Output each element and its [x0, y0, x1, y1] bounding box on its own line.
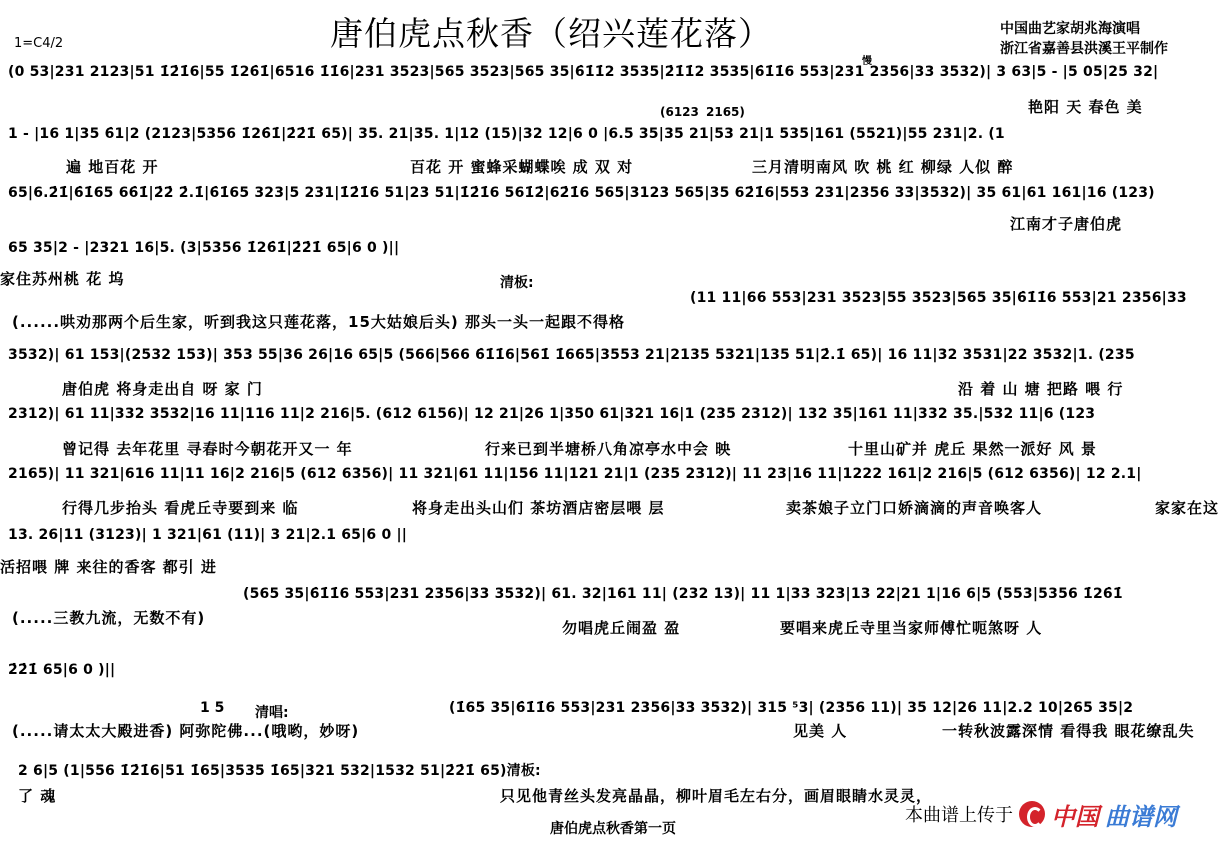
- lyric-line: 一转秋波露深情 看得我 眼花缭乱失: [942, 722, 1195, 740]
- lyric-line: 了 魂: [18, 787, 57, 805]
- lyric-line: 家住苏州桃 花 坞: [0, 270, 125, 288]
- page-footer: 唐伯虎点秋香第一页: [550, 821, 676, 837]
- music-row: 65 35|2 - |2321 16|5. (3|5356 1̇26̇1̇|2̇2̇1̇ 65|6 0 )||: [8, 240, 400, 256]
- lyric-line: 行来已到半塘桥八角凉亭水中会 映: [485, 440, 732, 458]
- lyric-line: 要唱来虎丘寺里当家师傅忙呃煞呀 人: [780, 619, 1043, 637]
- music-row: 2 6|5 (1|556 1̇2̇1̇6|51 1̇65|3535 1̇65|321 532|1532 51|2̇2̇1̇ 65)清板:: [18, 763, 541, 779]
- annotation-6123: (6123: [660, 105, 699, 119]
- producer-credit: 浙江省嘉善县洪溪王平制作: [1000, 41, 1168, 57]
- lyric-line: 百花 开 蜜蜂采蝴蝶唉 成 双 对: [410, 158, 634, 176]
- lyric-line: 将身走出头山们 茶坊酒店密层喂 层: [412, 499, 665, 517]
- lyric-line: 活招喂 牌 来往的香客 都引 进: [0, 558, 217, 576]
- lyric-line: 见美 人: [793, 722, 848, 740]
- notes-1-5: 1 5: [200, 700, 225, 716]
- music-row: 1 - |16 1|35 6̇1|2 (2123|5356 1̇26̇1̇|2̇2̇1̇ 65)| 35. 21|35. 1|12 (15)|32 12|6 0 |6.5 35|35 21|53 21|1 535|161 (5521)|55 231|2. (1: [8, 126, 1005, 142]
- music-row: 3532)| 61 153|(2532 153)| 353 55|36 26|16 65|5 (566|566 6̇1̇1̇6|561̇ 1̇665|3553 21|2135 5321|135 51|2̇.1̇ 65)| 16 11|32 3531|22 3532|1. (235: [8, 347, 1135, 363]
- watermark: [905, 796, 1225, 832]
- lyric-line: 只见他青丝头发亮晶晶，柳叶眉毛左右分，画眉眼睛水灵灵，: [500, 787, 933, 805]
- brand-red: 中国: [1051, 802, 1099, 831]
- lyric-line: 曾记得 去年花里 寻春时今朝花开又一 年: [62, 440, 353, 458]
- music-row: (11 11|66 553|231 3523|55 3523|565 35|6̇1̇1̇6 553|21 2356|33: [690, 290, 1187, 306]
- qingban-label: 清板:: [500, 275, 534, 291]
- lyric-line: 遍 地百花 开: [66, 158, 159, 176]
- performer-credit: 中国曲艺家胡兆海演唱: [1000, 21, 1140, 37]
- lyric-line: 江南才子唐伯虎: [1010, 215, 1123, 233]
- site-logo-icon: [1019, 801, 1045, 827]
- lyric-line: (......哄劝那两个后生家，听到我这只莲花落，15大姑娘后头) 那头一头一起跟不得格: [12, 313, 626, 331]
- music-row: (565 35|6̇1̇1̇6 553|231 2356|33 3532)| 61. 32|161 11| (232 13)| 11 1|33 323|13 22|21 1|16 6|5 (553|5356 1̇26̇1̇: [243, 586, 1123, 602]
- annotation-2165: 2165): [706, 105, 745, 119]
- upload-text: 本曲谱上传于: [905, 805, 1013, 826]
- lyric-line: 艳阳 天 春色 美: [1028, 98, 1143, 116]
- lyric-line: 唐伯虎 将身走出自 呀 家 门: [62, 380, 263, 398]
- music-row: 65|6.2̇1̇|6̇1̇65 66̇1̇|2̇2̇ 2̇.1̇|6̇1̇65 323|5 231|1̇2̇1̇6 51|23 51|1̇2̇1̇6 561̇2̇|62̇1̇6 565|3123 565|35 62̇1̇6|553 231|2356 33|3532)| 35 61|61 161|16 (123): [8, 185, 1155, 201]
- lyric-line: 行得几步抬头 看虎丘寺要到来 临: [62, 499, 299, 517]
- lyric-line: 卖茶娘子立门口娇滴滴的声音唤客人: [786, 499, 1043, 517]
- lyric-line: 勿唱虎丘闹盈 盈: [562, 619, 681, 637]
- lyric-line: 三月清明南风 吹 桃 红 柳绿 人似 醉: [752, 158, 1014, 176]
- lyric-line: 沿 着 山 塘 把路 喂 行: [958, 380, 1124, 398]
- lyric-line: (.....请太太大殿进香) 阿弥陀佛...(哦哟，妙呀): [12, 722, 360, 740]
- music-row: (1̇65 35|6̇1̇1̇6 553|231 2356|33 3532)| 315 ⁵3| (2356 11)| 35 12|26 11|2.2 10|265 35|2: [449, 700, 1134, 716]
- lyric-line: 十里山矿并 虎丘 果然一派好 风 景: [848, 440, 1097, 458]
- music-row: (0 53|231 2123|51 1̇2̇1̇6|55 1̇26̇1̇|6516 1̇1̇6|231 3523|565 3523|565 35|6̇1̇1̇2 3535|2̇1̇1̇2 3535|6̇1̇1̇6 553|231 2356|33 3532)| 3 63|5 - |5 05|25 32|: [8, 64, 1159, 80]
- page-title: 唐伯虎点秋香（绍兴莲花落）: [330, 14, 772, 53]
- qingchang-label: 清唱:: [255, 705, 289, 721]
- music-row: 2312)| 61 11|332 3532|16 11|116 11|2 216|5. (612 6156)| 12 21|26 1|350 61|321 16|1 (235 2312)| 132 35|161 11|332 35.|532 11|6 (123: [8, 406, 1096, 422]
- key-signature: 1=C4/2: [14, 36, 64, 51]
- music-row: 2̇2̇1̇ 65|6 0 )||: [8, 662, 116, 678]
- tempo-mark-slow: 慢: [862, 56, 872, 67]
- lyric-line: (.....三教九流，无数不有): [12, 609, 206, 627]
- lyric-line: 家家在这: [1155, 499, 1220, 517]
- brand-blue: 曲谱网: [1105, 802, 1177, 831]
- music-row: 2165)| 11 321|616 11|11 16|2 216|5 (612 6356)| 11 321|61 11|156 11|121 21|1 (235 2312)| 11 23|16 11|1222 161|2 216|5 (612 6356)| 12 2.1|: [8, 466, 1142, 482]
- music-row: 13. 26|11 (3123)| 1 321|61 (11)| 3 21|2.1 65|6 0 ||: [8, 527, 408, 543]
